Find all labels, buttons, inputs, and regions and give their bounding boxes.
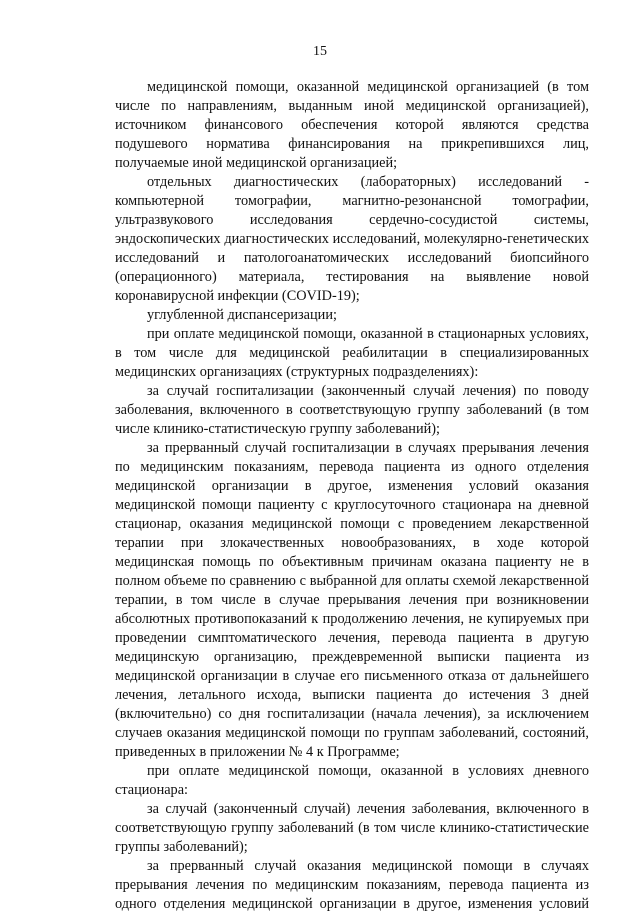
text-line: абсолютных противопоказаний к продолжению лечения, не купируемых при — [115, 611, 589, 627]
text-line: соответствующую группу заболеваний (в том числе клинико-статистические — [115, 820, 589, 836]
text-line: при оплате медицинской помощи, оказанной в стационарных условиях, — [147, 326, 589, 342]
text-line: медицинской помощи пациенту с круглосуточного стационара на дневной — [115, 497, 589, 513]
text-line: подушевого норматива финансирования на прикрепившихся лиц, — [115, 136, 589, 152]
text-line: стационар, оказания медицинской помощи с проведением лекарственной — [115, 516, 589, 532]
text-line: получаемые иной медицинской организацией; — [115, 155, 398, 171]
text-line: числе клинико-статистическую группу заболеваний); — [115, 421, 440, 437]
text-line: (включительно) со дня госпитализации (начала лечения), за исключением — [115, 706, 589, 722]
text-line: медицинская помощь по объективным причинам оказана пациенту не в — [115, 554, 589, 570]
page-number: 15 — [313, 44, 327, 59]
body-text — [115, 78, 589, 914]
text-line: за случай (законченный случай) лечения заболевания, включенного в — [147, 801, 589, 817]
text-line: медицинскую организацию, преждевременной выписки пациента из — [115, 649, 589, 665]
text-line: полном объеме по сравнению с выбранной для оплаты схемой лекарственной — [115, 573, 589, 589]
text-line: за прерванный случай оказания медицинской помощи в случаях — [147, 858, 589, 874]
text-line: по медицинским показаниям, перевода пациента из одного отделения — [115, 459, 589, 475]
text-line: медицинской помощи, оказанной медицинской организацией (в том — [147, 79, 589, 95]
text-line: медицинской организации в другое, изменения условий оказания — [115, 478, 589, 494]
text-line: терапии, в том числе в случае прерывания лечения при возникновении — [115, 592, 589, 608]
text-line: при оплате медицинской помощи, оказанной в условиях дневного — [147, 763, 589, 779]
text-line: эндоскопических диагностических исследований, молекулярно-генетических — [115, 231, 589, 247]
text-line: компьютерной томографии, магнитно-резонансной томографии, — [115, 193, 589, 209]
text-line: терапии при злокачественных новообразованиях, в ходе которой — [115, 535, 589, 551]
text-line: исследований и патологоанатомических исследований биопсийного — [115, 250, 589, 266]
text-line: стационара: — [115, 782, 189, 798]
text-line: лечения, летального исхода, выписки пациента до истечения 3 дней — [115, 687, 589, 703]
text-line: углубленной диспансеризации; — [147, 307, 337, 323]
text-line: источником финансового обеспечения которой являются средства — [115, 117, 589, 133]
text-line: группы заболеваний); — [115, 839, 248, 855]
text-line: прерывания лечения по медицинским показаниям, перевода пациента из — [115, 877, 589, 893]
text-line: приведенных в приложении № 4 к Программе; — [115, 744, 400, 760]
text-line: за случай госпитализации (законченный случай лечения) по поводу — [147, 383, 589, 399]
text-line: заболевания, включенного в соответствующую группу заболеваний (в том — [115, 402, 589, 418]
text-line: в том числе для медицинской реабилитации в специализированных — [115, 345, 589, 361]
text-line: коронавирусной инфекции (COVID-19); — [115, 288, 360, 304]
text-line: ультразвукового исследования сердечно-сосудистой системы, — [115, 212, 589, 228]
text-line: медицинских организациях (структурных подразделениях): — [115, 364, 479, 380]
text-line: одного отделения медицинской организации в другое, изменения условий — [115, 896, 589, 912]
text-line: за прерванный случай госпитализации в случаях прерывания лечения — [147, 440, 589, 456]
text-line: случаев оказания медицинской помощи по группам заболеваний, состояний, — [115, 725, 589, 741]
text-line: (операционного) материала, тестирования на выявление новой — [115, 269, 589, 285]
text-line: проведении симптоматического лечения, перевода пациента в другую — [115, 630, 589, 646]
text-line: числе по направлениям, выданным иной медицинской организацией), — [115, 98, 589, 114]
text-line: отдельных диагностических (лабораторных) исследований - — [147, 174, 589, 190]
text-line: медицинской организации в случае его письменного отказа от дальнейшего — [115, 668, 589, 684]
